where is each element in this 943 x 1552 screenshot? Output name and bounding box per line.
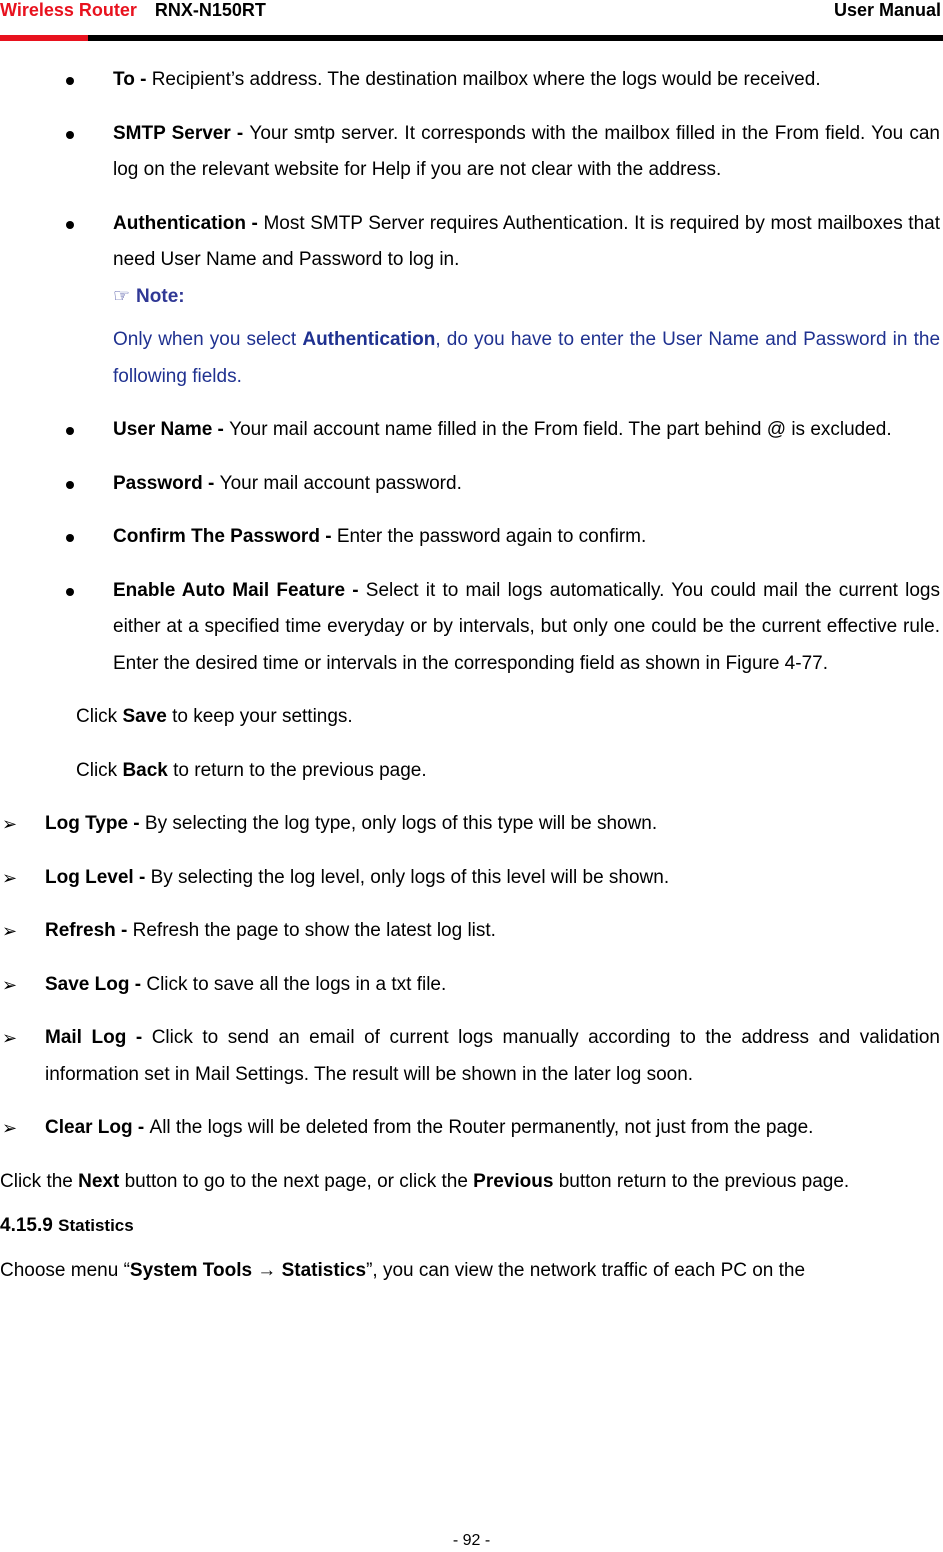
bullet-confirm-password bbox=[0, 519, 940, 556]
description: Your mail account name filled in the From field. The part behind @ is excluded. bbox=[229, 419, 892, 440]
option-mail-log bbox=[0, 1020, 940, 1093]
term: User Name - bbox=[113, 419, 230, 440]
bullet-dot bbox=[66, 588, 74, 596]
bullet-to bbox=[0, 62, 940, 99]
bullet-auto-mail bbox=[0, 573, 940, 683]
description: Enter the password again to confirm. bbox=[336, 526, 647, 547]
header-model: RNX-N150RT bbox=[154, 0, 266, 20]
bullet-dot bbox=[66, 481, 74, 489]
description: Select it to mail logs automatically. You could mail the current logs either at a specified time everyday or by intervals, but only one could be the current effective rule. Enter the desired time or intervals in the corresponding field as shown in Figure 4-77. bbox=[113, 579, 940, 674]
description: Your mail account password. bbox=[219, 472, 462, 494]
arrow-bullet-icon: ➢ bbox=[2, 974, 18, 995]
description: Most SMTP Server requires Authentication. It is required by most mailboxes that need User Name and Password to log in. bbox=[113, 212, 940, 270]
arrow-bullet-icon: ➢ bbox=[2, 814, 18, 834]
bullet-dot bbox=[66, 77, 74, 85]
section-heading bbox=[0, 1208, 940, 1245]
term: Log Type - bbox=[45, 813, 145, 834]
description: All the logs will be deleted from the Router permanently, not just from the page. bbox=[149, 1117, 814, 1138]
bullet-dot bbox=[66, 131, 74, 139]
note-body: Only when you select Authentication, do you have to enter the User Name and Password in the following fields. bbox=[113, 329, 941, 387]
page-number: - 92 - bbox=[452, 1532, 491, 1549]
term: Enable Auto Mail Feature - bbox=[113, 579, 366, 601]
term: Log Level - bbox=[45, 866, 151, 888]
term: SMTP Server - bbox=[113, 122, 250, 144]
description: By selecting the log level, only logs of this level will be shown. bbox=[150, 866, 670, 888]
section-number: 4.15.9 bbox=[0, 1215, 53, 1236]
description: Your smtp server. It corresponds with the mailbox filled in the From field. You can log on the relevant website for Help if you are not clear with the address. bbox=[113, 122, 940, 180]
bullet-dot bbox=[66, 534, 74, 542]
description: Recipient’s address. The destination mailbox where the logs would be received. bbox=[151, 69, 821, 90]
header-doc-type: User Manual bbox=[833, 0, 941, 20]
section-intro: Choose menu “System Tools → Statistics”, you can view the network traffic of each PC on the bbox=[0, 1259, 806, 1281]
arrow-bullet-icon: ➢ bbox=[2, 1028, 18, 1048]
term: Password - bbox=[113, 472, 220, 494]
header-title bbox=[0, 0, 266, 21]
bullet-authentication bbox=[0, 206, 940, 279]
option-refresh bbox=[0, 913, 940, 950]
bullet-password bbox=[0, 466, 940, 503]
header-rule-accent bbox=[0, 35, 88, 41]
description: By selecting the log type, only logs of this type will be shown. bbox=[144, 813, 658, 834]
bullet-dot bbox=[66, 221, 74, 229]
term: Confirm The Password - bbox=[113, 526, 337, 547]
note-title bbox=[0, 279, 940, 316]
description: Refresh the page to show the latest log list. bbox=[132, 920, 496, 941]
click-back-text: Click Back to return to the previous page. bbox=[76, 759, 427, 781]
term: Mail Log - bbox=[45, 1027, 152, 1048]
pointing-hand-icon: ☞ bbox=[113, 285, 131, 307]
arrow-bullet-icon: ➢ bbox=[2, 867, 18, 888]
term: Authentication - bbox=[113, 212, 264, 234]
header-rule bbox=[0, 35, 943, 41]
arrow-bullet-icon: ➢ bbox=[2, 1118, 18, 1138]
option-clear-log bbox=[0, 1110, 940, 1147]
term: Clear Log - bbox=[45, 1117, 150, 1138]
option-save-log bbox=[0, 967, 940, 1004]
bullet-user-name bbox=[0, 412, 940, 449]
term: Refresh - bbox=[45, 920, 133, 941]
arrow-bullet-icon: ➢ bbox=[2, 921, 18, 941]
term: To - bbox=[113, 69, 152, 90]
document-body bbox=[0, 62, 940, 1289]
term: Save Log - bbox=[45, 973, 147, 995]
option-log-level bbox=[0, 860, 940, 897]
note-emphasis: Authentication bbox=[302, 329, 436, 350]
bullet-smtp-server bbox=[0, 116, 940, 189]
note-label: Note: bbox=[136, 285, 185, 307]
description: Click to send an email of current logs manually according to the address and validation information set in Mail Settings. The result will be shown in the later log soon. bbox=[45, 1027, 940, 1085]
page-header bbox=[0, 0, 943, 44]
option-log-type bbox=[0, 806, 940, 843]
navigation-paragraph: Click the Next button to go to the next page, or click the Previous button return to the previous page. bbox=[0, 1170, 850, 1192]
click-save-text: Click Save to keep your settings. bbox=[76, 706, 353, 727]
bullet-dot bbox=[66, 427, 74, 435]
header-brand: Wireless Router bbox=[0, 0, 137, 20]
description: Click to save all the logs in a txt file. bbox=[146, 973, 447, 995]
section-title: Statistics bbox=[58, 1216, 134, 1235]
